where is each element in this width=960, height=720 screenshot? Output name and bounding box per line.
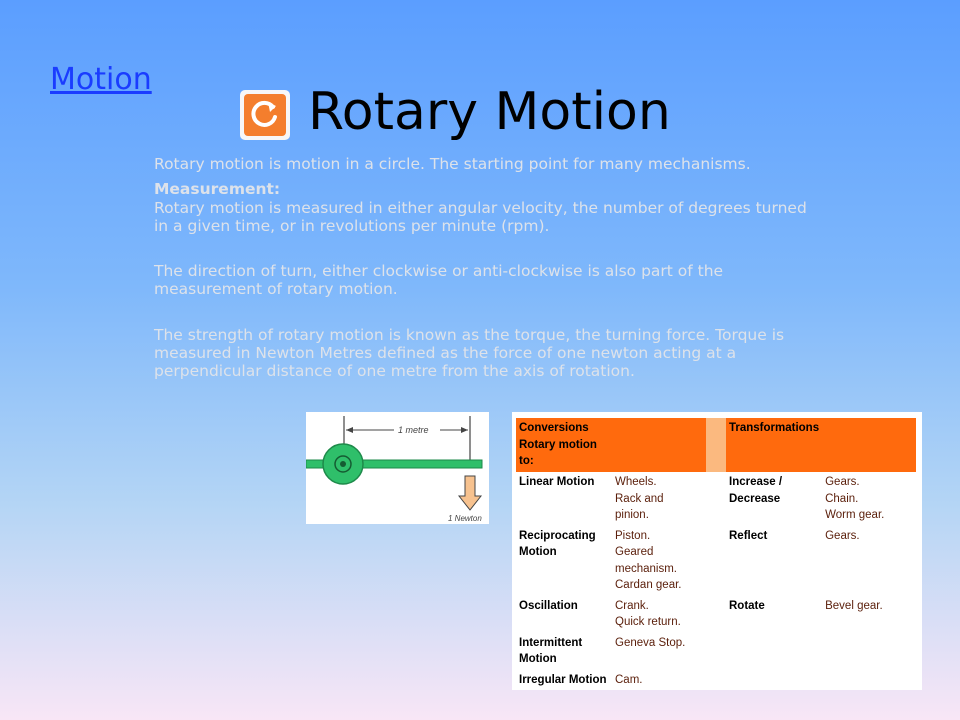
torque-text: The strength of rotary motion is known as the torque, the turning force. Torque is measured in Newton Metres defined as the force of one newton acting at a perpendicular distance of one metre from the axis of rotation.: [154, 326, 785, 380]
motion-link[interactable]: Motion: [50, 62, 152, 97]
transform-label: [726, 633, 822, 670]
measurement-heading: Measurement:: [154, 180, 281, 198]
transform-values: [822, 633, 916, 670]
row-label: Intermittent Motion: [519, 636, 583, 665]
transform-label: Reflect: [729, 529, 768, 542]
axle: [340, 461, 346, 467]
table-row: [516, 633, 916, 670]
row-values: Crank. Quick return.: [615, 599, 681, 628]
row-label: Reciprocating Motion: [519, 529, 596, 558]
header-gap: [706, 418, 726, 472]
intro-text: Rotary motion is motion in a circle. The starting point for many mechanisms.: [154, 155, 751, 173]
page-title: Rotary Motion: [308, 82, 671, 142]
row-label: Linear Motion: [519, 476, 595, 488]
transform-values: Bevel gear.: [825, 599, 883, 612]
rotate-arrow-icon: [247, 97, 283, 133]
torque-diagram-svg: [306, 412, 489, 524]
header-transformations: Transformations: [726, 418, 822, 472]
arrowhead-left: [346, 427, 353, 433]
transform-label: Increase / Decrease: [729, 476, 783, 505]
arrowhead-right: [461, 427, 468, 433]
distance-label: 1 metre: [398, 425, 429, 435]
conversions-table: [516, 418, 916, 690]
measurement-text: Rotary motion is measured in either angular velocity, the number of degrees turned in a given time, or in revolutions per minute (rpm).: [154, 199, 807, 235]
table-row: [516, 670, 916, 691]
transform-values: Gears.: [825, 529, 860, 542]
table-row: [516, 596, 916, 633]
rotate-button[interactable]: [240, 90, 290, 140]
row-values: Cam.: [615, 673, 643, 686]
row-values: Piston. Geared mechanism. Cardan gear.: [615, 529, 682, 591]
transform-label: Rotate: [729, 599, 765, 612]
torque-diagram: [306, 412, 489, 524]
row-values: Wheels. Rack and pinion.: [615, 476, 664, 521]
row-label: Oscillation: [519, 599, 578, 612]
header-transformations-values: [822, 418, 916, 472]
header-conversions: Conversions Rotary motion to:: [516, 418, 612, 472]
force-label: 1 Newton: [448, 514, 482, 523]
transform-values: Gears. Chain. Worm gear.: [825, 476, 885, 521]
transform-values: [822, 670, 916, 691]
header-conversions-values: [612, 418, 706, 472]
row-label: Irregular Motion: [519, 673, 607, 686]
force-arrow: [459, 476, 481, 510]
table-header-row: [516, 418, 916, 472]
transform-label: [726, 670, 822, 691]
direction-text: The direction of turn, either clockwise or anti-clockwise is also part of the measurement of rotary motion.: [154, 262, 724, 298]
table-row: [516, 526, 916, 596]
row-values: Geneva Stop.: [615, 636, 686, 649]
conversions-table-panel: [512, 412, 922, 690]
table-row: [516, 472, 916, 526]
